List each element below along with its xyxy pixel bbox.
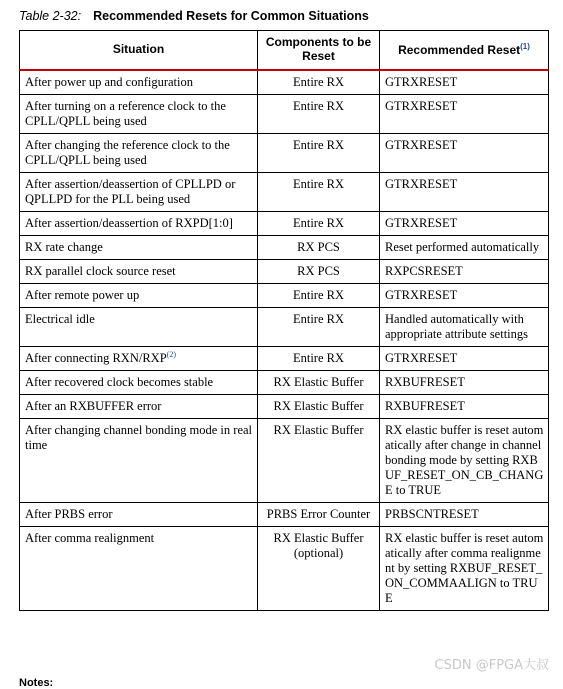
table-row <box>20 70 549 95</box>
reset-cell: GTRXRESET <box>380 212 549 236</box>
components-cell: RX Elastic Buffer <box>258 419 380 503</box>
situation-cell: RX rate change <box>20 236 258 260</box>
components-cell: Entire RX <box>258 284 380 308</box>
header-situation: Situation <box>20 31 258 71</box>
footnote-marker: (2) <box>166 349 176 359</box>
components-cell: RX Elastic Buffer <box>258 395 380 419</box>
components-cell: Entire RX <box>258 95 380 134</box>
table-number: Table 2-32: <box>19 9 82 23</box>
table-row <box>20 284 549 308</box>
header-row <box>20 31 549 71</box>
components-cell: Entire RX <box>258 134 380 173</box>
table-row <box>20 347 549 371</box>
table-row <box>20 527 549 611</box>
components-cell: Entire RX <box>258 173 380 212</box>
table-row <box>20 503 549 527</box>
reset-cell: GTRXRESET <box>380 347 549 371</box>
components-cell: Entire RX <box>258 212 380 236</box>
table-row <box>20 395 549 419</box>
components-cell: RX PCS <box>258 260 380 284</box>
header-reset-label: Recommended Reset <box>398 43 521 58</box>
table-row <box>20 212 549 236</box>
footnote-marker: (1) <box>520 42 530 52</box>
reset-cell: GTRXRESET <box>380 95 549 134</box>
table-caption <box>19 9 369 23</box>
header-components: Components to be Reset <box>258 31 380 71</box>
reset-cell: GTRXRESET <box>380 173 549 212</box>
components-cell: RX PCS <box>258 236 380 260</box>
situation-cell: After turning on a reference clock to the CPLL/QPLL being used <box>20 95 258 134</box>
situation-cell: After changing the reference clock to the CPLL/QPLL being used <box>20 134 258 173</box>
reset-cell: RXBUFRESET <box>380 395 549 419</box>
situation-cell: After changing channel bonding mode in real time <box>20 419 258 503</box>
reset-cell: RXPCSRESET <box>380 260 549 284</box>
situation-text: After connecting RXN/RXP <box>25 351 167 365</box>
situation-cell: After comma realignment <box>20 527 258 611</box>
situation-cell: After power up and configuration <box>20 70 258 95</box>
components-cell: PRBS Error Counter <box>258 503 380 527</box>
reset-cell: RXBUFRESET <box>380 371 549 395</box>
reset-cell: Reset performed automatically <box>380 236 549 260</box>
situation-cell <box>20 347 258 371</box>
resets-table <box>19 30 549 611</box>
components-cell: RX Elastic Buffer <box>258 371 380 395</box>
reset-cell: GTRXRESET <box>380 284 549 308</box>
table-row <box>20 308 549 347</box>
reset-cell: RX elastic buffer is reset automatically after change in channel bonding mode by setting RXBUF_RESET_ON_CB_CHANGE to TRUE <box>380 419 549 503</box>
reset-cell: PRBSCNTRESET <box>380 503 549 527</box>
reset-cell: RX elastic buffer is reset automatically after comma realignment by setting RXBUF_RESET_ON_COMMAALIGN to TRUE <box>380 527 549 611</box>
table-row <box>20 236 549 260</box>
situation-cell: Electrical idle <box>20 308 258 347</box>
situation-cell: After remote power up <box>20 284 258 308</box>
reset-cell: GTRXRESET <box>380 134 549 173</box>
table-row <box>20 371 549 395</box>
situation-cell: After assertion/deassertion of CPLLPD or QPLLPD for the PLL being used <box>20 173 258 212</box>
table-title: Recommended Resets for Common Situations <box>93 9 369 23</box>
table-row <box>20 260 549 284</box>
situation-cell: After recovered clock becomes stable <box>20 371 258 395</box>
components-cell: Entire RX <box>258 347 380 371</box>
situation-cell: After assertion/deassertion of RXPD[1:0] <box>20 212 258 236</box>
header-reset <box>380 31 549 71</box>
table-row <box>20 95 549 134</box>
notes-label: Notes: <box>19 677 54 689</box>
components-cell: RX Elastic Buffer (optional) <box>258 527 380 611</box>
components-cell: Entire RX <box>258 70 380 95</box>
watermark: CSDN @FPGA大叔 <box>434 658 549 673</box>
reset-cell: Handled automatically with appropriate attribute settings <box>380 308 549 347</box>
table-row <box>20 419 549 503</box>
situation-cell: RX parallel clock source reset <box>20 260 258 284</box>
situation-cell: After an RXBUFFER error <box>20 395 258 419</box>
components-cell: Entire RX <box>258 308 380 347</box>
reset-cell: GTRXRESET <box>380 70 549 95</box>
table-row <box>20 134 549 173</box>
situation-cell: After PRBS error <box>20 503 258 527</box>
table-row <box>20 173 549 212</box>
